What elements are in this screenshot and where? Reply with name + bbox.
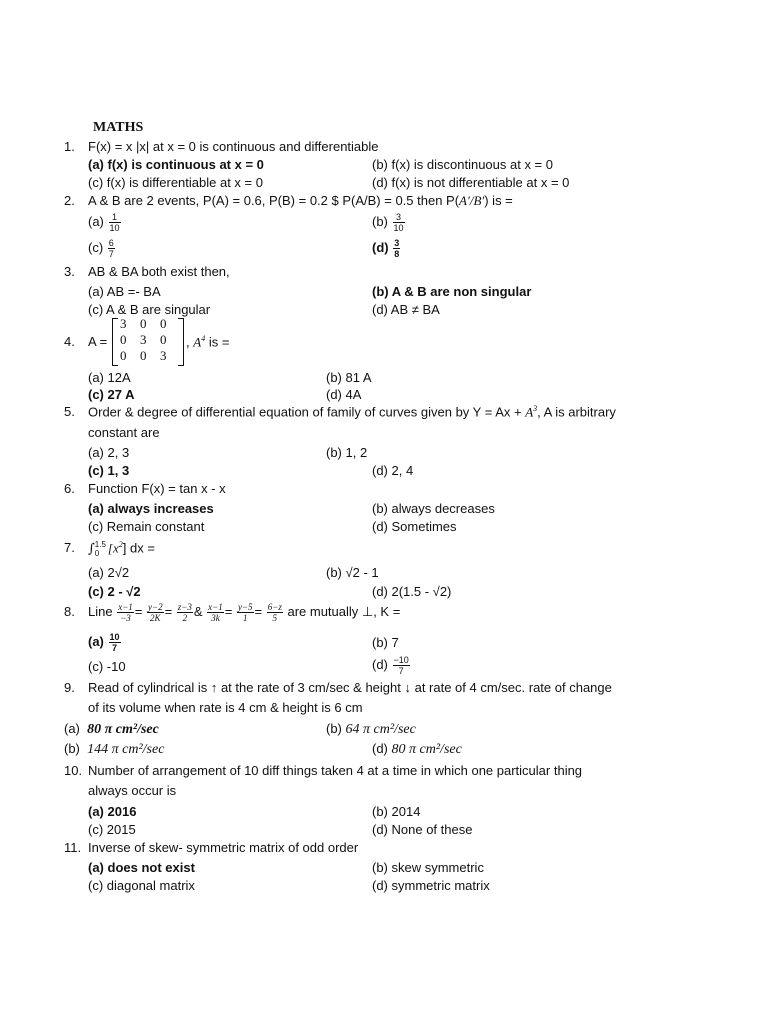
option-b: (b) 7	[372, 635, 399, 650]
option-label: (a)	[88, 213, 104, 229]
option-c: (c) 2015	[88, 822, 136, 837]
option-d: (d) AB ≠ BA	[372, 302, 440, 317]
question-text-line2: of its volume when rate is 4 cm & height is 6 cm	[88, 700, 363, 715]
matrix-row: 3 0 0	[120, 316, 167, 331]
question-7: 7. ∫ 1.5 0 $[x^2]$ dx =	[64, 540, 155, 558]
question-math: A′/B′	[459, 193, 485, 208]
option-b: (b) 81 A	[326, 370, 372, 385]
option-c: (c) 2 - √2	[88, 584, 141, 599]
option-c: (b) 144 π cm²/sec	[64, 741, 165, 757]
option-a	[88, 212, 122, 233]
fraction-numerator: 3	[393, 212, 405, 223]
fraction-numerator: 6	[108, 238, 114, 248]
option-a: (a) $\frac{10}{7}$	[88, 632, 120, 653]
question-11	[64, 840, 704, 855]
integral-sign: ∫	[88, 541, 95, 557]
question-number: 2.	[64, 193, 75, 208]
question-number: 10.	[64, 763, 83, 778]
option-c: (c) Remain constant	[88, 519, 205, 534]
question-text: A & B are 2 events, P(A) = 0.6, P(B) = 0.2 $ P(A/B) = 0.5 then P(	[88, 193, 460, 208]
question-text: AB & BA both exist then,	[88, 264, 230, 279]
question-number: 6.	[64, 481, 75, 496]
option-b: (b) skew symmetric	[372, 860, 484, 875]
matrix-row: 0 3 0	[120, 332, 167, 347]
option-b: (b) 64 π cm²/sec	[326, 721, 416, 737]
option-d: (d) 4A	[326, 387, 362, 402]
option-d	[372, 238, 401, 259]
question-number: 8.	[64, 603, 75, 619]
matrix-bracket-right	[178, 318, 184, 366]
question-number: 11.	[64, 840, 82, 855]
question-10	[64, 763, 744, 778]
fraction-numerator: 3	[394, 238, 400, 248]
option-d: (d) 2(1.5 - √2)	[372, 584, 452, 599]
question-text: A =	[88, 334, 108, 349]
fraction-denominator: 8	[394, 249, 400, 259]
option-c: (c) A & B are singular	[88, 302, 211, 317]
matrix	[112, 318, 184, 366]
question-number: 9.	[64, 680, 75, 695]
option-d: (d) None of these	[372, 822, 473, 837]
lower-limit: 0	[94, 549, 100, 558]
option-a: (a) always increases	[88, 501, 214, 516]
section-heading: MATHS	[93, 120, 144, 135]
fraction-denominator: 10	[109, 223, 120, 233]
question-number: 4.	[64, 334, 75, 349]
option-a: (a) AB =- BA	[88, 284, 161, 299]
question-text: Order & degree of differential equation of family of curves given by Y = Ax +	[88, 404, 526, 420]
fraction-denominator: 10	[393, 223, 404, 233]
question-text-end: , $A^4$ is =	[186, 334, 230, 350]
question-math: [x	[107, 540, 119, 556]
question-9	[64, 680, 744, 695]
option-c: (c) f(x) is differentiable at x = 0	[88, 175, 263, 190]
question-6	[64, 481, 704, 496]
option-d: (d) symmetric matrix	[372, 878, 490, 893]
option-d: (d) 80 π cm²/sec	[372, 741, 462, 757]
fraction-numerator: 1	[109, 212, 121, 223]
option-label: (c)	[88, 239, 104, 255]
option-a: (a) 80 π cm²/sec	[64, 721, 159, 737]
option-b: (b) always decreases	[372, 501, 495, 516]
option-a: (a) f(x) is continuous at x = 0	[88, 157, 264, 172]
question-text-end: ) is =	[484, 193, 513, 208]
question-5: 5. Order & degree of differential equation of family of curves given by $Y = Ax + A^3$, A is arbitrary	[64, 404, 616, 420]
option-b: (b) A & B are non singular	[372, 284, 532, 299]
option-c	[88, 238, 116, 259]
option-a: (a) 2√2	[88, 565, 130, 580]
option-d: (d) 2, 4	[372, 463, 414, 478]
option-label: (d)	[372, 239, 389, 255]
upper-limit: 1.5	[94, 540, 106, 549]
option-c: (c) 27 A	[88, 387, 135, 402]
question-number: 7.	[64, 540, 75, 556]
question-text-line2: always occur is	[88, 783, 177, 798]
option-d: (d) Sometimes	[372, 519, 457, 534]
question-text: Inverse of skew- symmetric matrix of odd order	[88, 840, 359, 855]
option-d: (d) $\frac{-10}{7}$	[372, 655, 409, 676]
question-text: Function F(x) = tan x - x	[88, 481, 226, 496]
question-8: 8. Line $\frac{x-1}{-3}$ = $\frac{y-2}{2K}$ = $\frac{z-3}{2}$ & $\frac{x-1}{3k}$ = $\frac{y-5}{1}$ = $\frac{6-z}{5}$ are mutually ⊥, K =	[64, 602, 401, 623]
question-text: Read of cylindrical is ↑ at the rate of 3 cm/sec & height ↓ at rate of 4 cm/sec. rate of change	[88, 680, 612, 695]
option-b: (b) 2014	[372, 804, 421, 819]
fraction-denominator: 7	[108, 249, 114, 259]
question-text: F(x) = x |x| at x = 0 is continuous and differentiable	[88, 139, 379, 154]
question-number: 1.	[64, 139, 75, 154]
option-c: (c) 1, 3	[88, 463, 130, 478]
question-text: Number of arrangement of 10 diff things taken 4 at a time in which one particular thing	[88, 763, 583, 778]
option-a: (a) 2016	[88, 804, 137, 819]
option-d: (d) f(x) is not differentiable at x = 0	[372, 175, 570, 190]
question-number: 3.	[64, 264, 75, 279]
question-2	[64, 193, 704, 209]
option-a: (a) 12A	[88, 370, 131, 385]
question-1	[64, 139, 704, 154]
question-3	[64, 264, 704, 279]
option-b: (b) √2 - 1	[326, 565, 379, 580]
matrix-row: 0 0 3	[120, 348, 167, 363]
question-text-line2: constant are	[88, 425, 160, 440]
option-a: (a) 2, 3	[88, 445, 130, 460]
option-c: (c) diagonal matrix	[88, 878, 195, 893]
option-label: (b)	[372, 213, 388, 229]
option-b	[372, 212, 406, 233]
question-number: 5.	[64, 404, 75, 420]
option-b: (b) 1, 2	[326, 445, 368, 460]
option-c: (c) -10	[88, 659, 126, 674]
matrix-bracket-left	[112, 318, 118, 366]
option-a: (a) does not exist	[88, 860, 195, 875]
option-b: (b) f(x) is discontinuous at x = 0	[372, 157, 553, 172]
